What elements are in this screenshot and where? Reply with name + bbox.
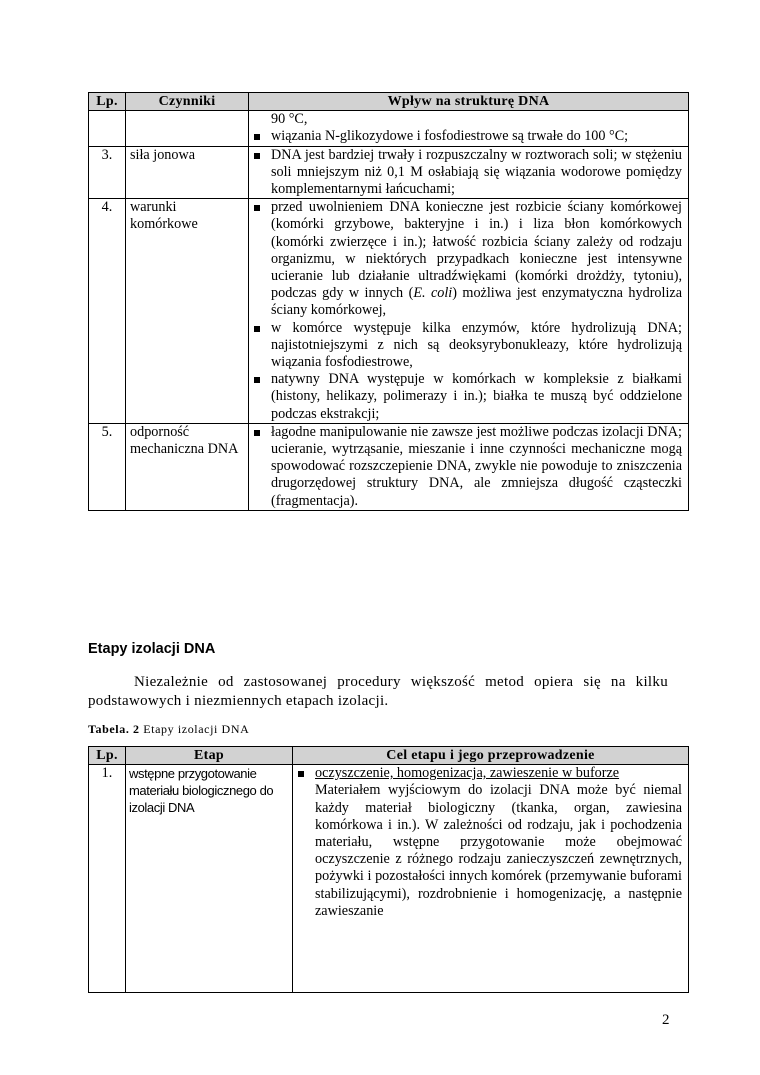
row-number: 1. [89,765,126,993]
stage-goal-title: oczyszczenie, homogenizacja, zawieszenie w buforze [315,765,620,782]
caption-text: Etapy izolacji DNA [143,722,250,736]
col-header-lp: Lp. [89,93,126,111]
list-item: natywny DNA występuje w komórkach w kompleksie z białkami (histony, helikazy, polimerazy i in.); białka te muszą być oddzielone podczas ekstrakcji; [252,371,682,423]
row-number: 3. [89,146,126,199]
table-row-continued [89,111,689,146]
col-header-stage: Etap [126,747,293,765]
col-header-effect: Wpływ na strukturę DNA [249,93,689,111]
section-title: Etapy izolacji DNA [88,641,216,657]
table-row [89,199,689,424]
organism-name: E. coli [413,285,453,302]
row-number: 4. [89,199,126,424]
list-item [296,765,682,782]
table-row [89,423,689,510]
list-item: w komórce występuje kilka enzymów, które hydrolizują DNA; najistotniejszymi z nich są deoksyrybonukleazy, które hydrolizują wiązania fosfodiestrowe, [252,320,682,372]
factor-name: odporność mechaniczna DNA [126,423,249,510]
col-header-factors: Czynniki [126,93,249,111]
list-item: łagodne manipulowanie nie zawsze jest możliwe podczas izolacji DNA; ucieranie, wytrząsanie, mieszanie i inne czynności mechaniczne mogą spowodować rozszczepienie DNA, zwykle nie powoduje to zniszczenia drugorzędowej struktury DNA, ale zmniejsza długość cząsteczki (fragmentacja). [252,424,682,510]
row-number: 5. [89,423,126,510]
list-item: przed uwolnieniem DNA konieczne jest rozbicie ściany komórkowej (komórki grzybowe, bakteryjne i in.) i liza błon komórkowych (komórki zwierzęce i in.); łatwość rozbicia ściany zależy od rodzaju organizmu, w niektórych przypadkach konieczne jest intensywne ucieranie lub działanie ultradźwiękami (komórki drożdży, tytoniu), podczas gdy w innych (E. coli) możliwa jest enzymatyczna hydroliza ściany komórkowej, [252,199,682,319]
factor-name: warunki komórkowe [126,199,249,424]
table-row [89,146,689,199]
continued-fragment: 90 °C, [271,111,308,128]
table-header-row [89,747,689,765]
dna-isolation-stages-table [88,746,689,993]
page-number: 2 [662,1012,670,1028]
table-row [89,765,689,993]
factor-name: siła jonowa [126,146,249,199]
col-header-goal: Cel etapu i jego przeprowadzenie [293,747,689,765]
table-caption [88,722,249,737]
table-header-row [89,93,689,111]
list-item: DNA jest bardziej trwały i rozpuszczalny w roztworach soli; w stężeniu soli mniejszym niż 0,1 M osłabiają się wiązania wodorowe pomiędzy komplementarnymi łańcuchami; [252,147,682,199]
caption-label: Tabela. 2 [88,722,140,736]
stage-name: wstępne przygotowanie materiału biologicznego do izolacji DNA [126,765,293,993]
list-item: wiązania N-glikozydowe i fosfodiestrowe są trwałe do 100 °C; [252,128,682,145]
stage-description: Materiałem wyjściowym do izolacji DNA może być niemal każdy materiał biologiczny (tkanka, organ, zawiesina komórkowa i in.). W zależności od rodzaju, jak i pochodzenia materiału, wstępne przygotowanie może obejmować oczyszczenie z różnego rodzaju zanieczyszczeń zewnętrznych, pożywki i pozostałości innych komórek (przemywanie buforami stabilizującymi), rozdrobnienie i homogenizację, a następnie zawieszanie [315,782,682,919]
section-paragraph: Niezależnie od zastosowanej procedury większość metod opiera się na kilku podstawowych i niezmiennych etapach izolacji. [88,674,668,709]
dna-factors-table [88,92,689,511]
col-header-lp: Lp. [89,747,126,765]
